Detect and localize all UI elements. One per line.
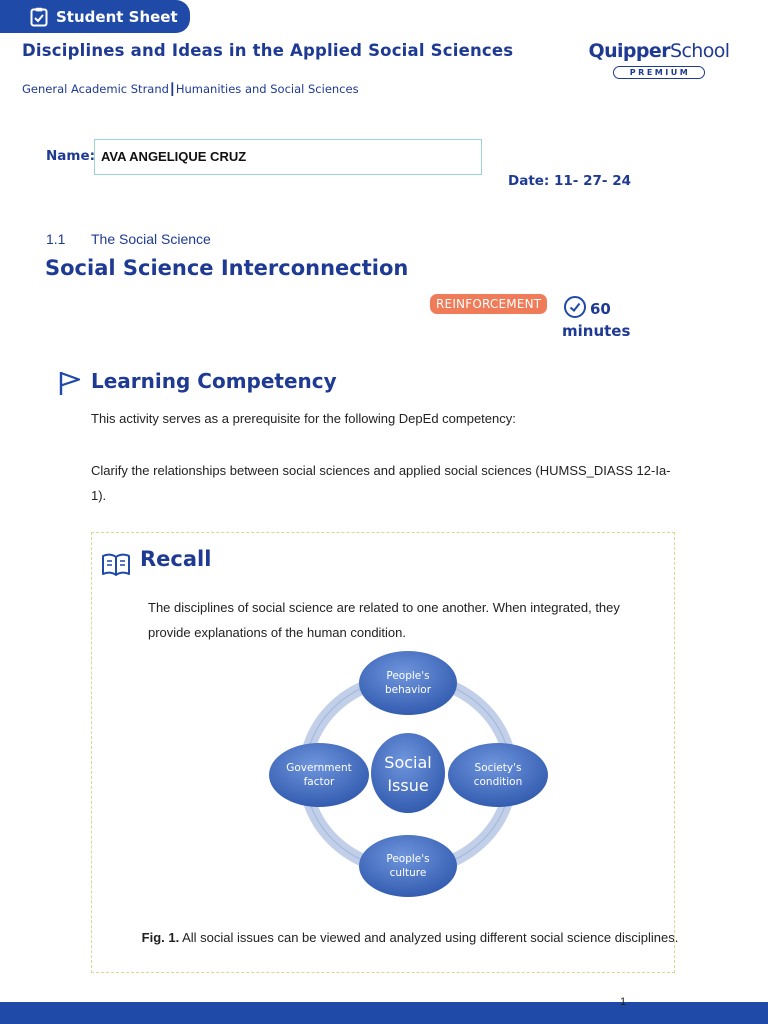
node-right-line2: condition	[473, 776, 523, 788]
student-sheet-tab	[0, 0, 190, 33]
date-text: Date: 11- 27- 24	[508, 173, 631, 189]
learning-competency-title: Learning Competency	[91, 369, 337, 393]
strand-subtitle: General Academic Strand┃Humanities and Social Sciences	[22, 82, 359, 96]
page-title: Social Science Interconnection	[45, 256, 409, 280]
node-center-line1: Social	[384, 753, 432, 772]
caption-label: Fig. 1.	[141, 930, 180, 945]
reinforcement-badge: REINFORCEMENT	[430, 294, 547, 314]
competency-text: Clarify the relationships between social sciences and applied social sciences (HUMSS_DIASS 12-Ia-1).	[91, 463, 671, 503]
name-label: Name:	[46, 148, 96, 164]
section-name: The Social Science	[91, 231, 211, 247]
node-top	[359, 651, 457, 715]
document-title: Disciplines and Ideas in the Applied Social Sciences	[22, 41, 514, 60]
figure-caption	[140, 926, 680, 949]
logo-text: School	[669, 40, 730, 62]
node-left-line1: Government	[286, 762, 352, 774]
node-left-line2: factor	[303, 776, 335, 788]
node-bottom-line2: culture	[389, 867, 427, 879]
tab-label: Student Sheet	[56, 7, 178, 26]
social-issue-diagram	[265, 648, 555, 900]
recall-text: The disciplines of social science are related to one another. When integrated, they provide explanations of the human condition.	[148, 600, 620, 640]
node-center	[371, 733, 445, 813]
quipper-logo	[588, 40, 730, 80]
section-number: 1.1	[46, 231, 66, 247]
clipboard-check-icon	[30, 7, 48, 27]
footer-bar	[0, 1002, 768, 1024]
book-icon	[101, 552, 131, 576]
node-bottom	[359, 835, 457, 897]
clock-icon	[563, 295, 587, 319]
node-right	[448, 743, 548, 807]
recall-title: Recall	[140, 547, 212, 571]
node-top-line1: People's	[386, 670, 430, 682]
node-left	[269, 743, 369, 807]
duration-value: 60	[590, 300, 611, 318]
node-center-line2: Issue	[387, 776, 429, 795]
node-right-line1: Society's	[474, 762, 522, 774]
node-bottom-line1: People's	[386, 853, 430, 865]
competency-intro: This activity serves as a prerequisite for the following DepEd competency:	[91, 411, 516, 426]
logo-bold-text: Quipper	[588, 40, 670, 62]
node-top-line2: behavior	[384, 684, 432, 696]
duration-unit: minutes	[562, 322, 631, 340]
name-field[interactable]: AVA ANGELIQUE CRUZ	[94, 139, 482, 175]
caption-text: All social issues can be viewed and analyzed using different social science disciplines.	[179, 930, 679, 945]
flag-icon	[58, 370, 82, 396]
page-number: 1	[620, 996, 627, 1008]
logo-badge: PREMIUM	[613, 66, 705, 79]
